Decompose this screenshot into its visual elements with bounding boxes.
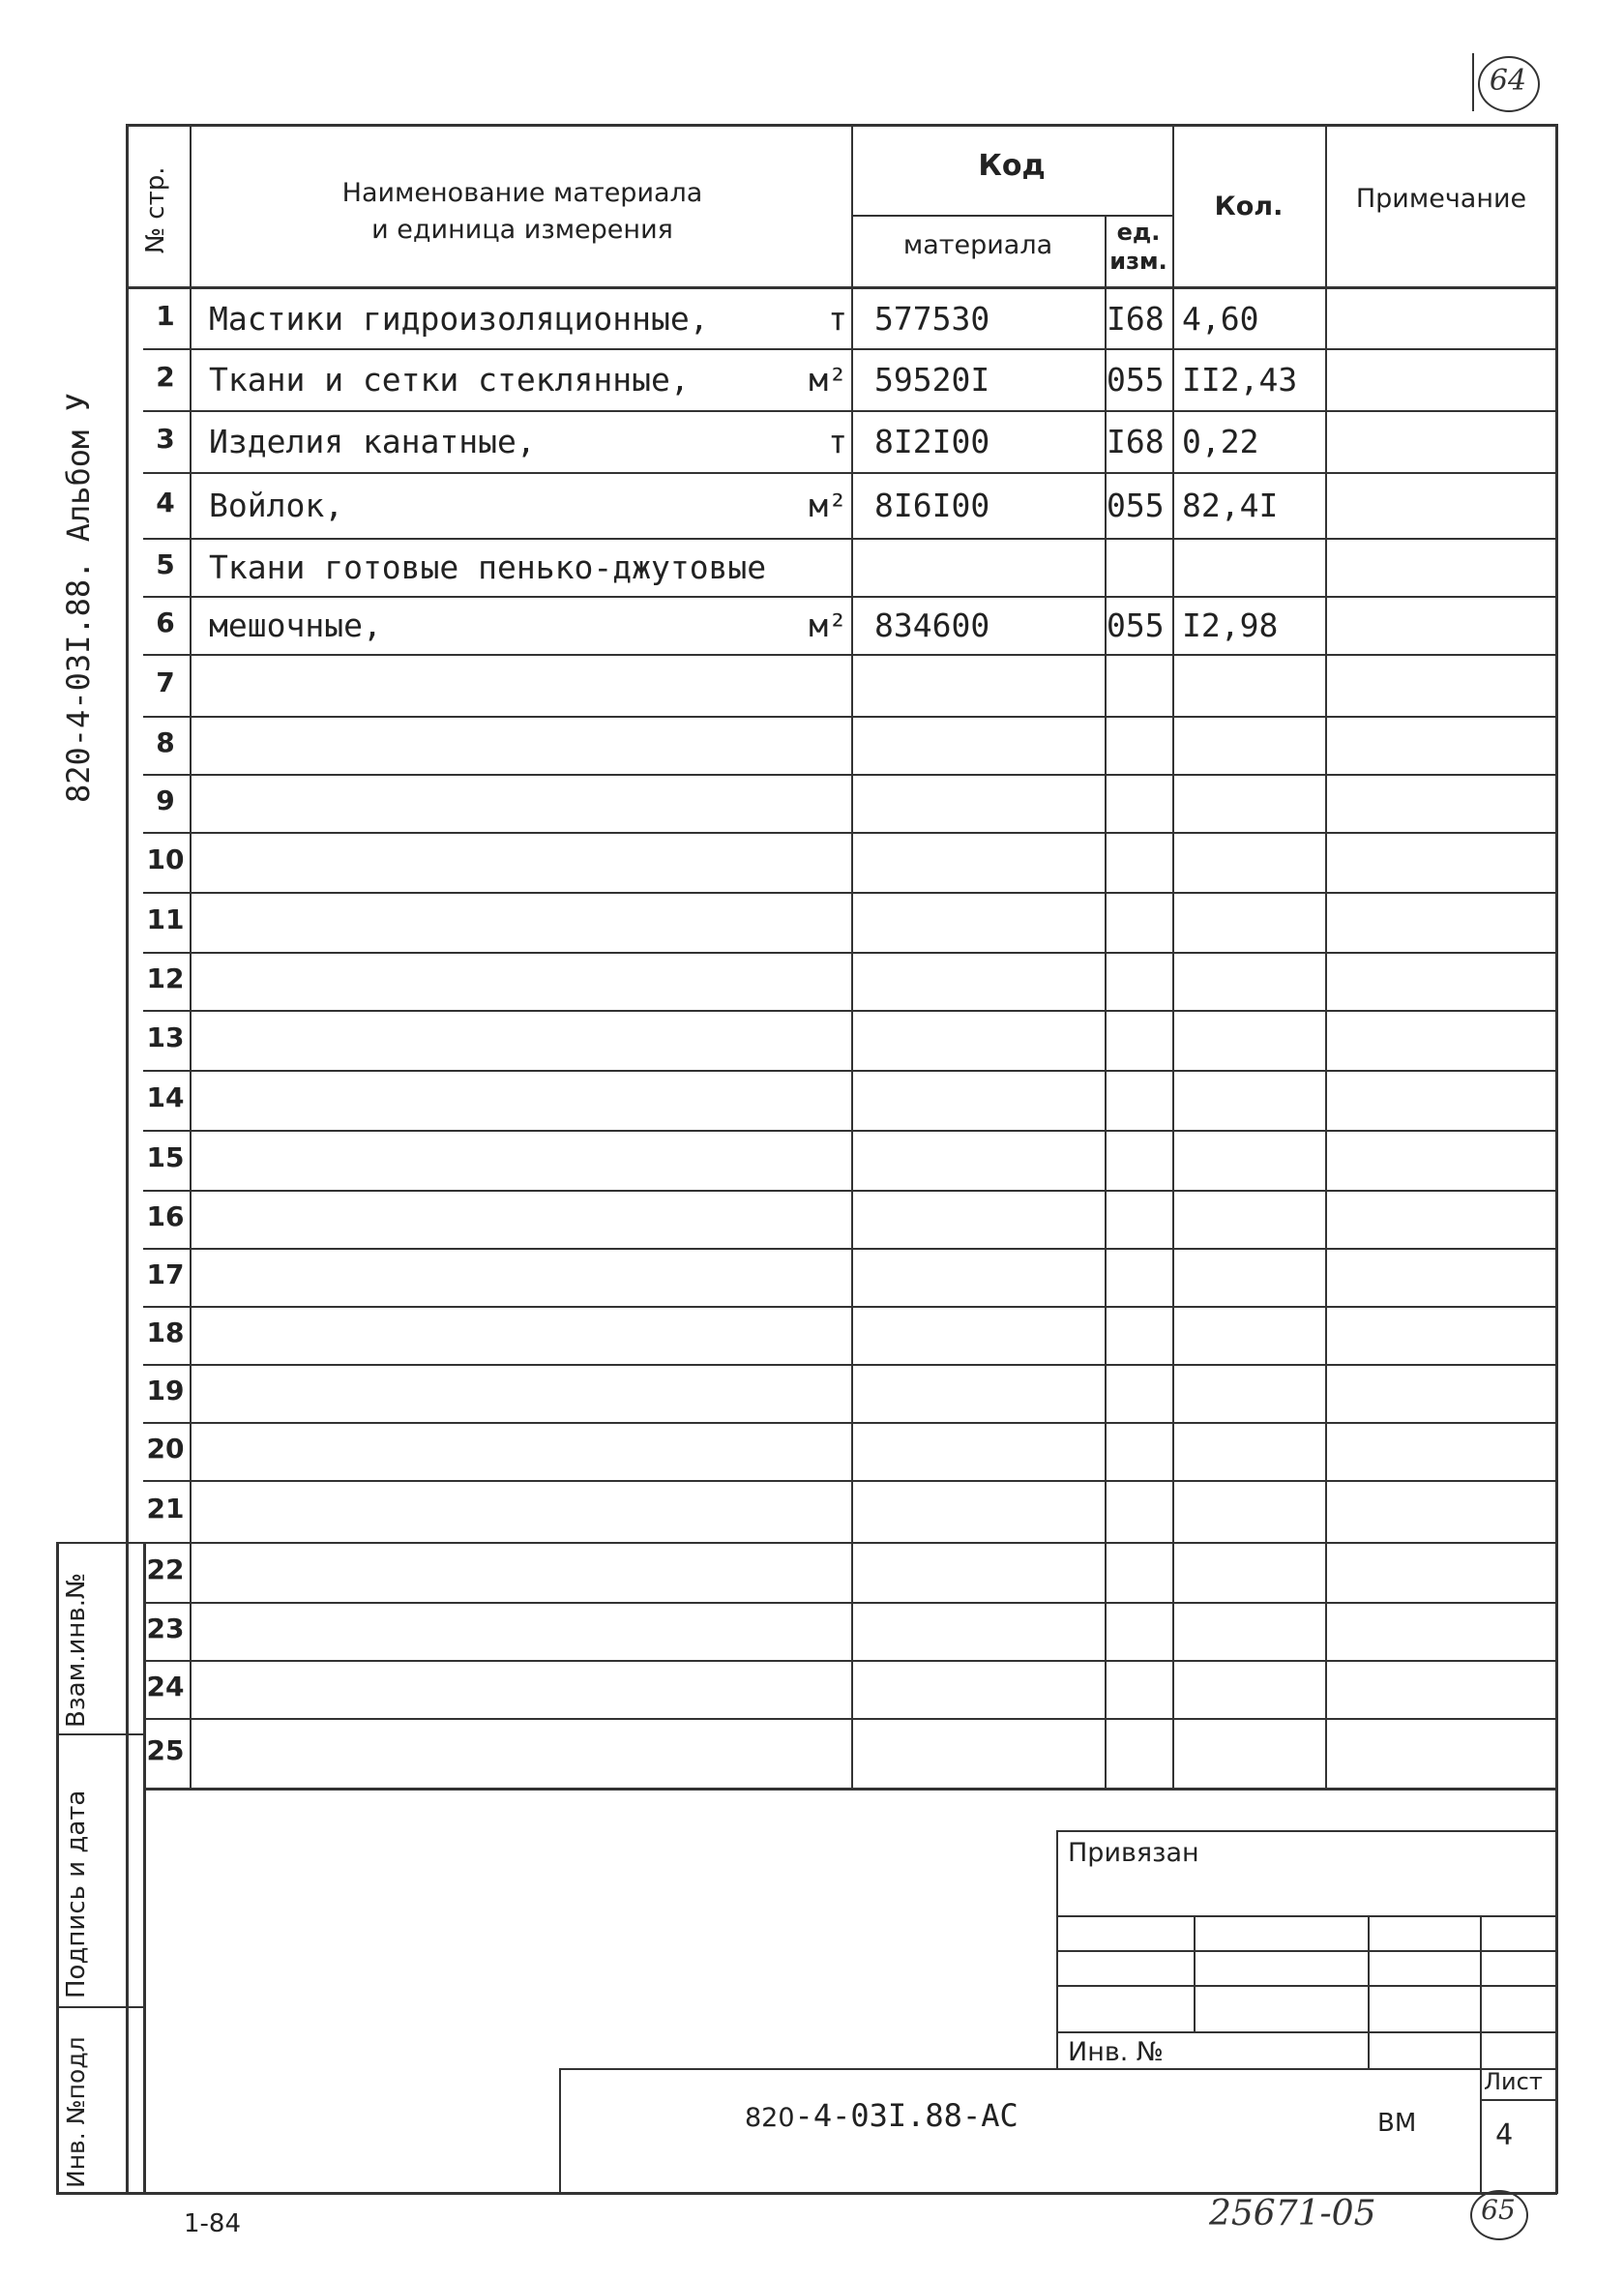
row-unit: т bbox=[828, 300, 847, 338]
row-unit-code: I68 bbox=[1107, 300, 1165, 338]
row-qty: 0,22 bbox=[1182, 423, 1259, 460]
header-code: Код bbox=[978, 149, 1046, 183]
stamp-linked: Привязан bbox=[1068, 1838, 1199, 1868]
header-name-line1: Наименование материала bbox=[341, 178, 703, 208]
row-number: 14 bbox=[146, 1081, 185, 1113]
footer-format: 1-84 bbox=[184, 2209, 242, 2238]
row-name: Мастики гидроизоляционные, bbox=[209, 300, 709, 338]
row-number: 13 bbox=[146, 1021, 185, 1053]
row-unit: м² bbox=[809, 607, 847, 644]
stamp-doc-code bbox=[745, 2097, 1019, 2134]
row-number: 21 bbox=[146, 1493, 185, 1524]
row-number: 3 bbox=[156, 423, 175, 455]
row-unit: м² bbox=[809, 487, 847, 524]
header-row-no: № стр. bbox=[141, 166, 170, 253]
header-unit-line1: ед. bbox=[1116, 219, 1161, 246]
row-number: 5 bbox=[156, 548, 175, 580]
sheet-mark: 64 bbox=[1489, 64, 1527, 98]
strip-orig-inv: Инв. №подл bbox=[62, 2036, 90, 2188]
header-note: Примечание bbox=[1355, 184, 1527, 214]
row-unit-code: 055 bbox=[1107, 607, 1165, 644]
row-number: 1 bbox=[156, 300, 175, 332]
row-number: 17 bbox=[146, 1258, 185, 1290]
row-number: 9 bbox=[156, 784, 175, 816]
row-qty: II2,43 bbox=[1182, 361, 1298, 399]
row-number: 24 bbox=[146, 1671, 185, 1702]
row-qty: I2,98 bbox=[1182, 607, 1279, 644]
stamp-inv-no: Инв. № bbox=[1068, 2037, 1165, 2067]
row-name: Изделия канатные, bbox=[209, 423, 536, 460]
row-number: 25 bbox=[146, 1734, 185, 1766]
row-qty: 82,4I bbox=[1182, 487, 1279, 524]
strip-replaced-inv: Взам.инв.№ bbox=[62, 1573, 91, 1728]
row-number: 6 bbox=[156, 607, 175, 638]
row-number: 2 bbox=[156, 361, 175, 393]
row-material-code: 577530 bbox=[874, 300, 990, 338]
row-material-code: 834600 bbox=[874, 607, 990, 644]
row-number: 4 bbox=[156, 487, 175, 518]
row-number: 23 bbox=[146, 1613, 185, 1644]
album-side-label: 820-4-03I.88. Альбом У bbox=[60, 393, 97, 803]
stamp-doc-number: -4-03I.88-АС bbox=[794, 2097, 1019, 2134]
row-number: 22 bbox=[146, 1554, 185, 1585]
header-material: материала bbox=[902, 230, 1053, 260]
row-number: 18 bbox=[146, 1317, 185, 1348]
footer-handwritten-no: 25671-05 bbox=[1209, 2194, 1376, 2234]
row-name: Ткани и сетки стеклянные, bbox=[209, 361, 690, 399]
stamp-mark: ВМ bbox=[1377, 2109, 1417, 2138]
row-material-code: 59520I bbox=[874, 361, 990, 399]
row-name: мешочные, bbox=[209, 607, 382, 644]
row-material-code: 8I2I00 bbox=[874, 423, 990, 460]
strip-signature-date: Подпись и дата bbox=[62, 1790, 91, 1998]
row-unit-code: I68 bbox=[1107, 423, 1165, 460]
row-number: 16 bbox=[146, 1200, 185, 1232]
stamp-sheet-label: Лист bbox=[1484, 2068, 1543, 2095]
row-name: Ткани готовые пенько-джутовые bbox=[209, 548, 767, 586]
row-unit-code: 055 bbox=[1107, 487, 1165, 524]
row-unit: т bbox=[828, 423, 847, 460]
row-number: 20 bbox=[146, 1433, 185, 1465]
row-number: 11 bbox=[146, 903, 185, 935]
row-unit-code: 055 bbox=[1107, 361, 1165, 399]
header-name-line2: и единица измерения bbox=[371, 215, 673, 245]
row-unit: м² bbox=[809, 361, 847, 399]
row-material-code: 8I6I00 bbox=[874, 487, 990, 524]
stamp-doc-prefix: 820 bbox=[745, 2103, 795, 2133]
stamp-sheet-no: 4 bbox=[1495, 2118, 1514, 2152]
row-number: 10 bbox=[146, 844, 185, 875]
row-number: 12 bbox=[146, 962, 185, 994]
header-unit-line2: изм. bbox=[1109, 248, 1167, 275]
row-number: 15 bbox=[146, 1141, 185, 1173]
header-qty: Кол. bbox=[1214, 192, 1284, 222]
row-number: 7 bbox=[156, 666, 175, 698]
row-number: 19 bbox=[146, 1375, 185, 1406]
footer-circle-mark: 65 bbox=[1481, 2194, 1516, 2226]
row-qty: 4,60 bbox=[1182, 300, 1259, 338]
row-name: Войлок, bbox=[209, 487, 344, 524]
row-number: 8 bbox=[156, 726, 175, 758]
